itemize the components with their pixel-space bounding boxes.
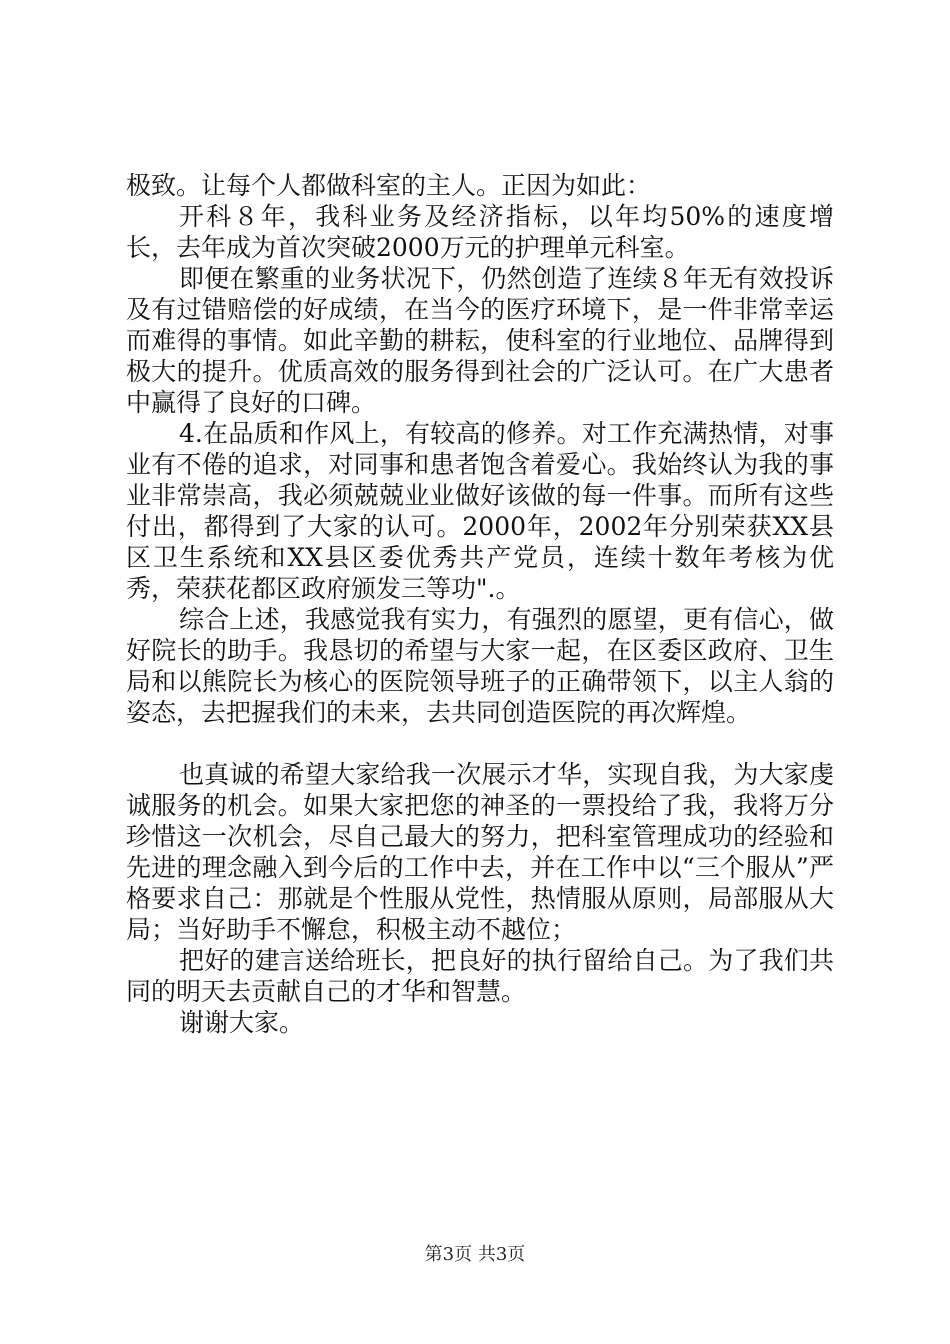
page-number-footer: 第3页 共3页 [424,1244,526,1265]
paragraph-commitment: 把好的建言送给班长，把良好的执行留给自己。为了我们共同的明天去贡献自己的才华和智慧。 [126,946,834,1006]
paragraph-continuation: 极致。让每个人都做科室的主人。正因为如此： [126,171,652,200]
paragraph-achievements: 即便在繁重的业务状况下，仍然创造了连续８年无有效投诉及有过错赔偿的好成绩，在当今的医疗环境下，是一件非常幸运而难得的事情。如此辛勤的耕耘，使科室的行业地位、品牌得到极大的提升。优质高效的服务得到社会的广泛认可。在广大患者中赢得了良好的口碑。 [126,264,834,417]
paragraph-character: 4.在品质和作风上，有较高的修养。对工作充满热情，对事业有不倦的追求，对同事和患者饱含着爱心。我始终认为我的事业非常崇高，我必须兢兢业业做好该做的每一件事。而所有这些付出，都得到了大家的认可。2000年，2002年分别荣获XX县区卫生系统和XX县区委优秀共产党员，连续十数年考核为优秀，荣获花都区政府颁发三等功".。 [126,419,834,603]
paragraph-appeal: 也真诚的希望大家给我一次展示才华，实现自我，为大家虔诚服务的机会。如果大家把您的神圣的一票投给了我，我将万分珍惜这一次机会，尽自己最大的努力，把科室管理成功的经验和先进的理念融入到今后的工作中去，并在工作中以“三个服从”严格要求自己：那就是个性服从党性，热情服从原则，局部服从大局；当好助手不懈怠，积极主动不越位； [126,760,834,944]
paragraph-thanks: 谢谢大家。 [179,1008,305,1037]
document-body [126,170,834,1038]
paragraph-growth: 开科８年，我科业务及经济指标，以年均50%的速度增长，去年成为首次突破2000万元的护理单元科室。 [126,202,834,262]
paragraph-spacer [126,728,834,759]
paragraph-summary: 综合上述，我感觉我有实力，有强烈的愿望，更有信心，做好院长的助手。我恳切的希望与大家一起，在区委区政府、卫生局和以熊院长为核心的医院领导班子的正确带领下，以主人翁的姿态，去把握我们的未来，去共同创造医院的再次辉煌。 [126,605,834,727]
